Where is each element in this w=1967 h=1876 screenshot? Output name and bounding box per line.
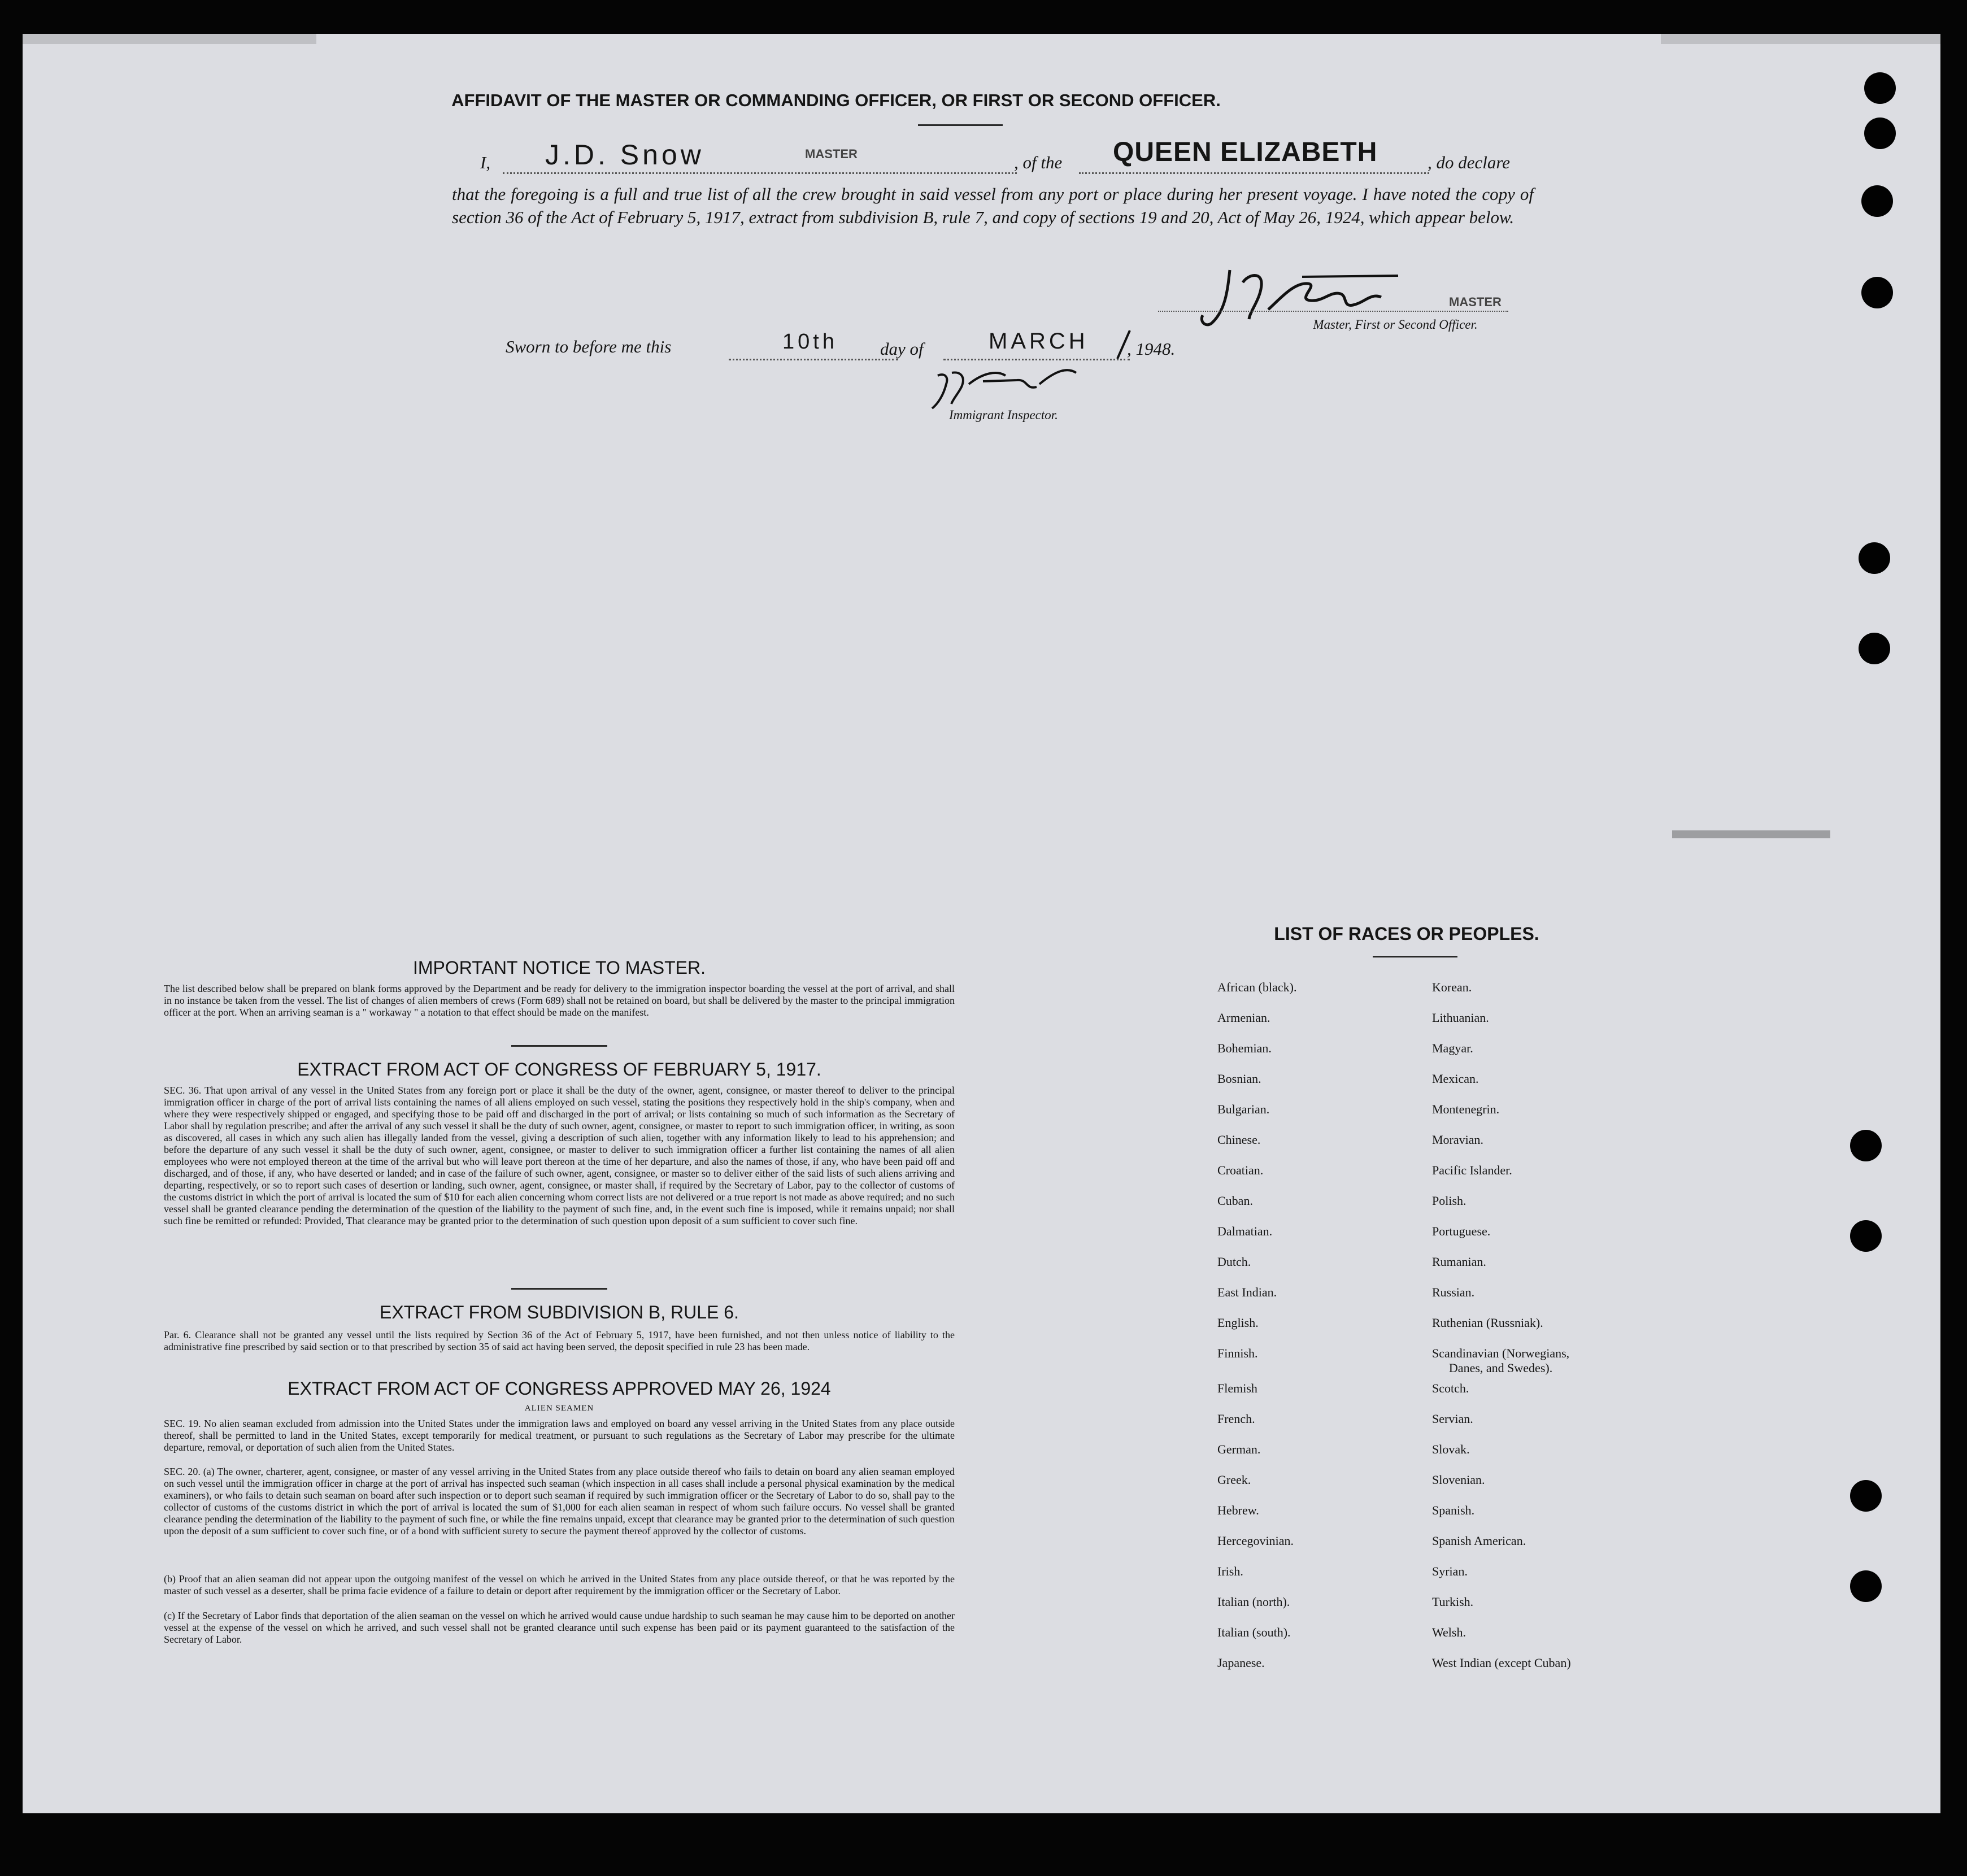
race-item: Dutch. (1217, 1255, 1251, 1269)
race-item: Rumanian. (1432, 1255, 1486, 1269)
race-item: Japanese. (1217, 1656, 1265, 1670)
race-item: Welsh. (1432, 1625, 1466, 1639)
divider (1373, 956, 1457, 957)
race-item: Syrian. (1432, 1564, 1468, 1578)
punch-hole-icon (1850, 1480, 1882, 1512)
master-name: J.D. Snow (545, 139, 704, 171)
race-item: Bohemian. (1217, 1041, 1272, 1055)
divider (918, 124, 1003, 126)
of-the-label: , of the (1014, 153, 1063, 172)
extract-1924-sec20a: SEC. 20. (a) The owner, charterer, agent, consignee, or master of any vessel arriving in the United States from any place outside thereof who fails to detain on board any alien seaman employed on such vessel until the immigration officer in charge at the port of arrival has inspected such seaman (which inspection in all cases shall include a personal physical examination by the medical examiners), or who fails to detain such seaman on board after such inspection or to deport such seaman if required by such immigration officer or the Secretary of Labor to do so, shall pay to the collector of customs of the customs district in which the port of arrival is located the sum of $1,000 for each alien seaman in respect of whom such failure occurs. No vessel shall be granted clearance pending the determination of the liability to the payment of such fine, or while the fine remains unpaid, except that clearance may be granted prior to the determination of such question upon the deposit of a sum sufficient to cover such fine, or of a bond with sufficient surety to secure the payment thereof approved by the collector of customs. (164, 1466, 955, 1537)
punch-hole-icon (1861, 277, 1893, 308)
race-item: Italian (north). (1217, 1595, 1290, 1609)
race-item: Servian. (1432, 1412, 1473, 1426)
race-item: Turkish. (1432, 1595, 1474, 1609)
punch-hole-icon (1850, 1220, 1882, 1252)
affidavit-title: AFFIDAVIT OF THE MASTER OR COMMANDING OFFICER, OR FIRST OR SECOND OFFICER. (451, 90, 1221, 110)
race-item: East Indian. (1217, 1285, 1277, 1299)
notice-title: IMPORTANT NOTICE TO MASTER. (413, 957, 706, 978)
race-item: Bosnian. (1217, 1072, 1261, 1086)
race-item: Hebrew. (1217, 1503, 1259, 1517)
scan-artifact (1672, 830, 1830, 838)
race-item: Lithuanian. (1432, 1011, 1489, 1025)
race-item: Bulgarian. (1217, 1102, 1270, 1116)
inspector-caption: Immigrant Inspector. (949, 408, 1058, 422)
race-item: Slovenian. (1432, 1473, 1485, 1487)
vessel-name: QUEEN ELIZABETH (1113, 137, 1378, 167)
punch-hole-icon (1850, 1570, 1882, 1602)
signature-line (1158, 311, 1508, 312)
race-item: Ruthenian (Russniak). (1432, 1316, 1543, 1330)
sworn-label: Sworn to before me this (506, 337, 672, 356)
race-item: Scotch. (1432, 1381, 1469, 1395)
race-item: Mexican. (1432, 1072, 1479, 1086)
extract-1924-sec20c: (c) If the Secretary of Labor finds that deportation of the alien seaman on the vessel on which he arrived would cause undue hardship to such seaman he may cause him to be deported on another vessel at the expense of the vessel on which he arrived, and such vessel shall not be granted clearance until such expense has been paid or its payment guaranteed to the satisfaction of the Secretary of Labor. (164, 1610, 955, 1645)
punch-hole-icon (1861, 185, 1893, 217)
race-item: Spanish. (1432, 1503, 1475, 1517)
race-item: Moravian. (1432, 1133, 1484, 1147)
punch-hole-icon (1859, 633, 1890, 664)
extract-1924-sec20b: (b) Proof that an alien seaman did not appear upon the outgoing manifest of the vessel on which he arrived in the United States from any place outside thereof, or that he was reported by the master of such vessel as a deserter, shall be prima facie evidence of a failure to detain or deport after requirement by the immigration officer or the Secretary of Labor. (164, 1573, 955, 1596)
race-item: French. (1217, 1412, 1255, 1426)
declarant-prefix: I, (480, 153, 491, 172)
document-page (23, 34, 1940, 1813)
inspector-signature (926, 359, 1119, 415)
race-item: Cuban. (1217, 1194, 1253, 1208)
signature-caption: Master, First or Second Officer. (1313, 317, 1478, 332)
do-declare-label: , do declare (1428, 153, 1511, 172)
extract-1924-subtitle: ALIEN SEAMEN (524, 1404, 594, 1413)
extract-1924-title: EXTRACT FROM ACT OF CONGRESS APPROVED MAY 26, 1924 (288, 1378, 831, 1399)
races-title: LIST OF RACES OR PEOPLES. (1274, 924, 1539, 944)
race-item: Pacific Islander. (1432, 1163, 1512, 1177)
race-item: Irish. (1217, 1564, 1243, 1578)
race-item: Italian (south). (1217, 1625, 1291, 1639)
punch-hole-icon (1864, 72, 1896, 104)
day-line (729, 359, 898, 360)
declaration-text: that the foregoing is a full and true list of all the crew brought in said vessel from any port or place during her present voyage. I have noted the copy of section 36 of the Act of February 5, 1917, extract from subdivision B, rule 7, and copy of sections 19 and 20, Act of May 26, 1924, which appear below. (452, 184, 1534, 227)
race-item: Finnish. (1217, 1346, 1258, 1360)
race-item: Slovak. (1432, 1442, 1470, 1456)
day-value: 10th (782, 330, 838, 354)
race-item: German. (1217, 1442, 1261, 1456)
race-item: Flemish (1217, 1381, 1257, 1395)
signature-rank-stamp: MASTER (1449, 295, 1502, 309)
race-item: Armenian. (1217, 1011, 1270, 1025)
vessel-line (1079, 172, 1429, 174)
extract-subdivision-body: Par. 6. Clearance shall not be granted any vessel until the lists required by Section 36 of the Act of February 5, 1917, have been furnished, and not then unless notice of liability to the administrative fine prescribed by said section or to that prescribed by section 35 of said act having been served, the deposit specified in rule 23 has been made. (164, 1329, 955, 1352)
divider (511, 1045, 607, 1047)
month-value: MARCH (989, 329, 1089, 354)
notice-body: The list described below shall be prepared on blank forms approved by the Department and be ready for delivery to the immigration inspector boarding the vessel at the port of arrival, and shall in no instance be taken from the vessel. The list of changes of alien members of crews (Form 689) shall not be retained on board, but shall be delivered by the master to the principal immigration officer at the port. When an arriving seaman is a " workaway " a notation to that effect should be made on the manifest. (164, 983, 955, 1018)
extract-1924-sec19: SEC. 19. No alien seaman excluded from admission into the United States under the immigration laws and employed on board any vessel arriving in the United States from any place outside thereof, shall be permitted to land in the United States, except temporarily for medical treatment, or pursuant to such regulations as the Secretary of Labor may prescribe for the ultimate departure, removal, or deportation of such alien from the United States. (164, 1418, 955, 1453)
race-item: Magyar. (1432, 1041, 1473, 1055)
day-of-label: day of (880, 339, 924, 359)
race-item: Korean. (1432, 980, 1472, 994)
race-item: Dalmatian. (1217, 1224, 1273, 1238)
rank-stamp: MASTER (805, 147, 858, 161)
punch-hole-icon (1864, 117, 1896, 149)
race-item: Scandinavian (Norwegians, Danes, and Swedes). (1432, 1346, 1570, 1375)
race-item: English. (1217, 1316, 1259, 1330)
race-item: Greek. (1217, 1473, 1251, 1487)
race-item: Russian. (1432, 1285, 1475, 1299)
race-item: Hercegovinian. (1217, 1534, 1294, 1548)
extract-subdivision-title: EXTRACT FROM SUBDIVISION B, RULE 6. (380, 1302, 739, 1322)
race-item: Montenegrin. (1432, 1102, 1500, 1116)
name-line (503, 172, 1017, 174)
scan-artifact (1661, 34, 1940, 44)
race-item: West Indian (except Cuban) (1432, 1656, 1571, 1670)
divider (511, 1288, 607, 1290)
year-value: , 1948. (1127, 339, 1176, 359)
race-item: African (black). (1217, 980, 1297, 994)
race-item: Croatian. (1217, 1163, 1264, 1177)
extract-1917-body: SEC. 36. That upon arrival of any vessel in the United States from any foreign port or place it shall be the duty of the owner, agent, consignee, or master thereof to deliver to the principal immigration officer in charge of the port of arrival lists containing the names of all aliens employed on such vessel, stating the positions they respectively hold in the ship's company, when and where they were respectively shipped or engaged, and specifying those to be paid off and discharged in the port of arrival; or lists containing so much of such information as the Secretary of Labor shall by regulation prescribe; and after the arrival of any such vessel it shall be the duty of such owner, agent, consignee, or master to report to such immigration officer, in writing, as soon as discovered, all cases in which any such alien has illegally landed from the vessel, giving a description of such alien, together with any information likely to lead to his apprehension; and before the departure of any such vessel it shall be the duty of such owner, agent, consignee, or master to deliver to such immigration officer a further list containing the names of all alien employees who were not employed thereon at the time of the arrival but who will leave port thereon at the time of her departure, and also the names of those, if any, who have been paid off and discharged, and of those, if any, who have deserted or landed; and in case of the failure of such owner, agent, consignee, or master so to deliver either of the said lists of such aliens arriving and departing, respectively, or so to report such cases of desertion or landing, such owner, agent, consignee, or master shall, if required by the Secretary of Labor, pay to the collector of customs of the customs district in which the port of arrival is located the sum of $10 for each alien concerning whom correct lists are not delivered or a true report is not made as above required; and no such vessel shall be granted clearance pending the determination of the question of the liability to the payment of such fine, and, in the event such fine is imposed, while it remains unpaid; nor shall such fine be remitted or refunded: Provided, That clearance may be granted prior to the determination of such question upon deposit of a sum sufficient to cover such fine. (164, 1085, 955, 1226)
race-item: Polish. (1432, 1194, 1466, 1208)
race-item: Chinese. (1217, 1133, 1261, 1147)
punch-hole-icon (1859, 542, 1890, 574)
scan-artifact (23, 34, 316, 44)
race-item: Portuguese. (1432, 1224, 1491, 1238)
punch-hole-icon (1850, 1130, 1882, 1161)
extract-1917-title: EXTRACT FROM ACT OF CONGRESS OF FEBRUARY 5, 1917. (297, 1059, 821, 1080)
race-item: Spanish American. (1432, 1534, 1526, 1548)
